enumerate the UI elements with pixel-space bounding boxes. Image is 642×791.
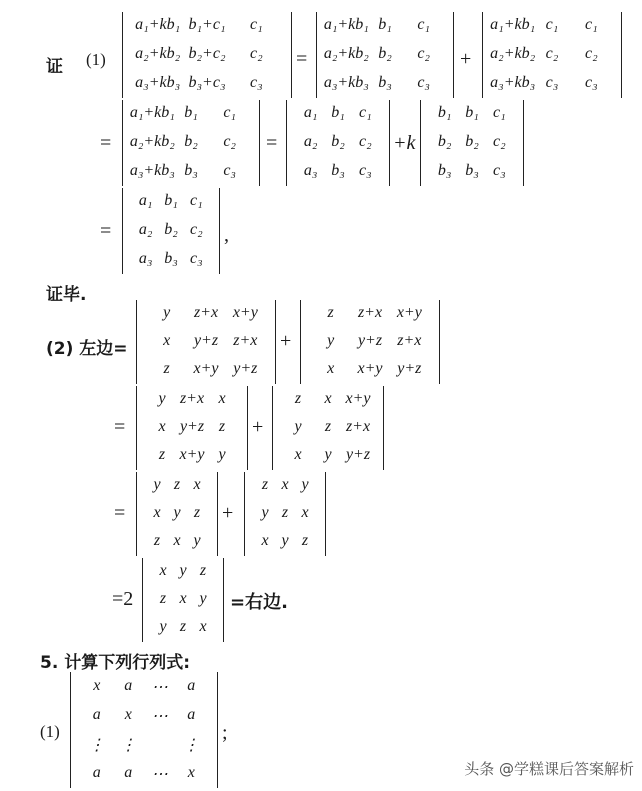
matrix-entry: c₂ <box>417 45 430 62</box>
matrix-entry: a₁ <box>303 104 318 122</box>
semicolon: ; <box>222 722 228 744</box>
matrix-entry: y <box>327 332 335 349</box>
matrix-entry: a <box>124 676 133 694</box>
matrix-entry: z <box>173 476 181 493</box>
watermark-footer: 头条 @学糕课后答案解析 <box>464 760 634 778</box>
matrix-entry: c₃ <box>417 73 430 91</box>
matrix-entry: a₂ <box>138 221 153 238</box>
matrix-entry: x+y <box>345 390 371 407</box>
matrix-entry: a₁+kb₁ <box>129 104 175 122</box>
matrix-entry: y <box>153 476 161 493</box>
matrix-entry: a <box>92 763 101 781</box>
matrix-entry: c₂ <box>545 45 559 62</box>
comma: , <box>224 224 229 246</box>
matrix-entry: c₃ <box>545 73 559 91</box>
matrix-entry: y+z <box>179 418 205 435</box>
matrix-entry: x <box>218 390 226 407</box>
matrix-entry: b₃ <box>437 161 452 179</box>
matrix-entry: b₃ <box>164 249 178 267</box>
det-d9 <box>300 300 440 384</box>
matrix-entry: a₁+kb₁ <box>135 16 181 34</box>
matrix-entry: c₃ <box>358 161 372 179</box>
det-d7 <box>122 188 220 274</box>
matrix-entry: z+x <box>397 332 422 349</box>
matrix-entry: c₂ <box>492 133 506 150</box>
det-d2 <box>316 12 454 98</box>
matrix-entry: a₂+kb₂ <box>129 133 175 150</box>
matrix-entry: y <box>294 418 302 435</box>
matrix-entry: z <box>281 504 289 521</box>
equals-sign: = <box>114 416 126 438</box>
matrix-entry: a <box>92 705 101 723</box>
matrix-entry: a₁ <box>138 192 153 210</box>
matrix-entry: b₁ <box>465 104 479 122</box>
matrix-entry: b₃+c₃ <box>188 73 226 91</box>
matrix-entry: a₃ <box>138 249 153 267</box>
matrix-entry: z <box>179 618 187 635</box>
matrix-entry: b₁ <box>378 16 392 34</box>
matrix-entry: y <box>163 304 171 321</box>
matrix-entry: x <box>301 504 309 521</box>
matrix-entry: ⋮ <box>120 736 137 754</box>
matrix-entry: y+z <box>357 332 383 349</box>
matrix-entry: c₃ <box>189 249 203 267</box>
matrix-entry: b₂ <box>465 133 479 150</box>
equals-sign: = <box>296 48 308 70</box>
matrix-entry: x <box>153 504 161 521</box>
matrix-entry: c₂ <box>223 133 236 150</box>
plus-sign: + <box>460 48 472 70</box>
plus-sign: + <box>280 330 292 352</box>
matrix-entry: a₃+kb₃ <box>490 73 536 91</box>
qed-label: 证毕. <box>46 285 87 305</box>
matrix-entry: x <box>158 418 166 435</box>
matrix-entry: z+x <box>357 304 383 321</box>
matrix-entry: b₂+c₂ <box>188 45 226 62</box>
matrix-entry: c₁ <box>223 104 236 122</box>
matrix-entry: z <box>301 532 309 549</box>
matrix-entry: y <box>301 476 309 493</box>
plus-sign: + <box>222 502 234 524</box>
matrix-entry: a <box>187 705 196 723</box>
matrix-entry: x+y <box>179 446 205 463</box>
matrix-entry: c₁ <box>249 16 263 34</box>
matrix-entry: b₂ <box>184 133 198 150</box>
matrix-entry: x+y <box>357 360 383 377</box>
det-d4 <box>122 100 260 186</box>
matrix-entry: y <box>218 446 226 463</box>
matrix-entry: z <box>199 562 207 579</box>
matrix-entry: b₁ <box>437 104 452 122</box>
det-d1 <box>122 12 292 98</box>
matrix-entry: x <box>294 446 302 463</box>
matrix-entry: c₂ <box>189 221 203 238</box>
matrix-entry: b₃ <box>184 161 198 179</box>
matrix-entry: ⋮ <box>88 736 105 754</box>
matrix-entry: y <box>193 532 201 549</box>
matrix-entry: a₃ <box>303 161 318 179</box>
matrix-entry: b₂ <box>437 133 452 150</box>
proof-label: 证 <box>46 57 63 77</box>
matrix-entry: x+y <box>396 304 422 321</box>
matrix-entry: x <box>261 532 269 549</box>
matrix-entry: c₃ <box>492 161 506 179</box>
equals-two: =2 <box>112 588 134 610</box>
matrix-entry: b₁ <box>331 104 345 122</box>
matrix-entry: x <box>159 562 167 579</box>
matrix-entry: c₁ <box>417 16 430 34</box>
plus-k-sign: +k <box>393 132 416 154</box>
matrix-entry: a₃+kb₃ <box>129 161 175 179</box>
det-d12 <box>136 472 218 556</box>
matrix-entry: ⋮ <box>183 736 200 754</box>
matrix-entry: c₃ <box>584 73 598 91</box>
matrix-entry: y <box>281 532 289 549</box>
matrix-entry: z <box>159 590 167 607</box>
matrix-entry: c₃ <box>249 73 263 91</box>
det-d6 <box>420 100 524 186</box>
matrix-entry: b₁+c₁ <box>188 16 226 34</box>
equals-sign: = <box>114 502 126 524</box>
matrix-entry: c₂ <box>584 45 598 62</box>
matrix-entry: y+z <box>233 360 258 377</box>
matrix-entry: z <box>294 390 302 407</box>
matrix-entry: a₂ <box>303 133 318 150</box>
matrix-entry: z+x <box>179 390 205 407</box>
matrix-entry: a <box>187 676 196 694</box>
matrix-entry: ⋯ <box>151 765 168 783</box>
matrix-entry: a₂+kb₂ <box>490 45 536 62</box>
equals-sign: = <box>100 220 112 242</box>
det-d10 <box>136 386 248 470</box>
matrix-entry: x <box>327 360 335 377</box>
matrix-entry: c₁ <box>584 16 598 34</box>
matrix-entry: y <box>199 590 207 607</box>
det-d15 <box>70 672 218 788</box>
matrix-entry: y <box>324 446 332 463</box>
matrix-entry: y+z <box>345 446 371 463</box>
matrix-entry: b₂ <box>378 45 392 62</box>
matrix-entry: y <box>179 562 187 579</box>
part5-1-label: (1) <box>40 722 60 741</box>
matrix-entry: z <box>261 476 269 493</box>
question-5-title: 5. 计算下列行列式: <box>40 653 191 673</box>
matrix-entry: y <box>158 390 166 407</box>
matrix-entry: c₂ <box>358 133 372 150</box>
matrix-entry: x+y <box>193 360 219 377</box>
matrix-entry: c₁ <box>358 104 372 122</box>
matrix-entry: z+x <box>193 304 219 321</box>
matrix-entry: a₂+kb₂ <box>323 45 369 62</box>
det-d14 <box>142 558 224 642</box>
matrix-entry: a₁+kb₁ <box>323 16 369 34</box>
matrix-entry: a <box>124 763 133 781</box>
matrix-entry: c₁ <box>492 104 506 122</box>
rhs-label: =右边. <box>230 592 288 613</box>
matrix-entry: z <box>193 504 201 521</box>
matrix-entry: z+x <box>345 418 371 435</box>
det-d13 <box>244 472 326 556</box>
matrix-entry: y <box>159 618 167 635</box>
matrix-entry: z <box>218 418 226 435</box>
matrix-entry: c₁ <box>189 192 203 210</box>
matrix-entry: x <box>163 332 171 349</box>
matrix-entry: z <box>327 304 334 321</box>
matrix-entry: b₃ <box>378 73 392 91</box>
matrix-entry: x <box>281 476 289 493</box>
det-d8 <box>136 300 276 384</box>
matrix-entry: a₃+kb₃ <box>135 73 181 91</box>
matrix-entry: z <box>324 418 332 435</box>
matrix-entry: ⋯ <box>151 707 168 725</box>
matrix-entry: x <box>187 763 195 781</box>
equals-sign: = <box>100 132 112 154</box>
matrix-entry: x <box>173 532 181 549</box>
matrix-entry: z <box>153 532 161 549</box>
matrix-entry: a₁+kb₁ <box>490 16 536 34</box>
matrix-entry: y <box>173 504 181 521</box>
matrix-entry: x <box>193 476 201 493</box>
matrix-entry: y <box>261 504 269 521</box>
matrix-entry: c₃ <box>223 161 236 179</box>
matrix-entry: z <box>163 360 170 377</box>
det-d3 <box>482 12 622 98</box>
matrix-entry: c₂ <box>249 45 263 62</box>
matrix-entry: x <box>324 390 332 407</box>
matrix-entry: z <box>158 446 166 463</box>
matrix-entry: c₁ <box>545 16 559 34</box>
matrix-entry: b₂ <box>331 133 345 150</box>
matrix-entry: ⋯ <box>151 678 168 696</box>
equals-sign: = <box>266 132 278 154</box>
matrix-entry: a₂+kb₂ <box>135 45 181 62</box>
matrix-entry: y+z <box>193 332 219 349</box>
part1-label: (1) <box>86 50 106 69</box>
matrix-entry: x <box>179 590 187 607</box>
matrix-entry: z+x <box>233 332 258 349</box>
matrix-entry: b₃ <box>331 161 345 179</box>
det-d5 <box>286 100 390 186</box>
part2-label: (2) 左边= <box>46 339 128 359</box>
matrix-entry: x <box>124 705 132 723</box>
matrix-entry: x <box>93 676 101 694</box>
plus-sign: + <box>252 416 264 438</box>
matrix-entry: b₁ <box>184 104 198 122</box>
matrix-entry: x+y <box>232 304 258 321</box>
matrix-entry: b₃ <box>465 161 479 179</box>
det-d11 <box>272 386 384 470</box>
matrix-entry: b₁ <box>164 192 178 210</box>
matrix-entry: b₂ <box>164 221 178 238</box>
matrix-entry: y+z <box>397 360 422 377</box>
matrix-entry: a₃+kb₃ <box>323 73 369 91</box>
matrix-entry: x <box>199 618 207 635</box>
